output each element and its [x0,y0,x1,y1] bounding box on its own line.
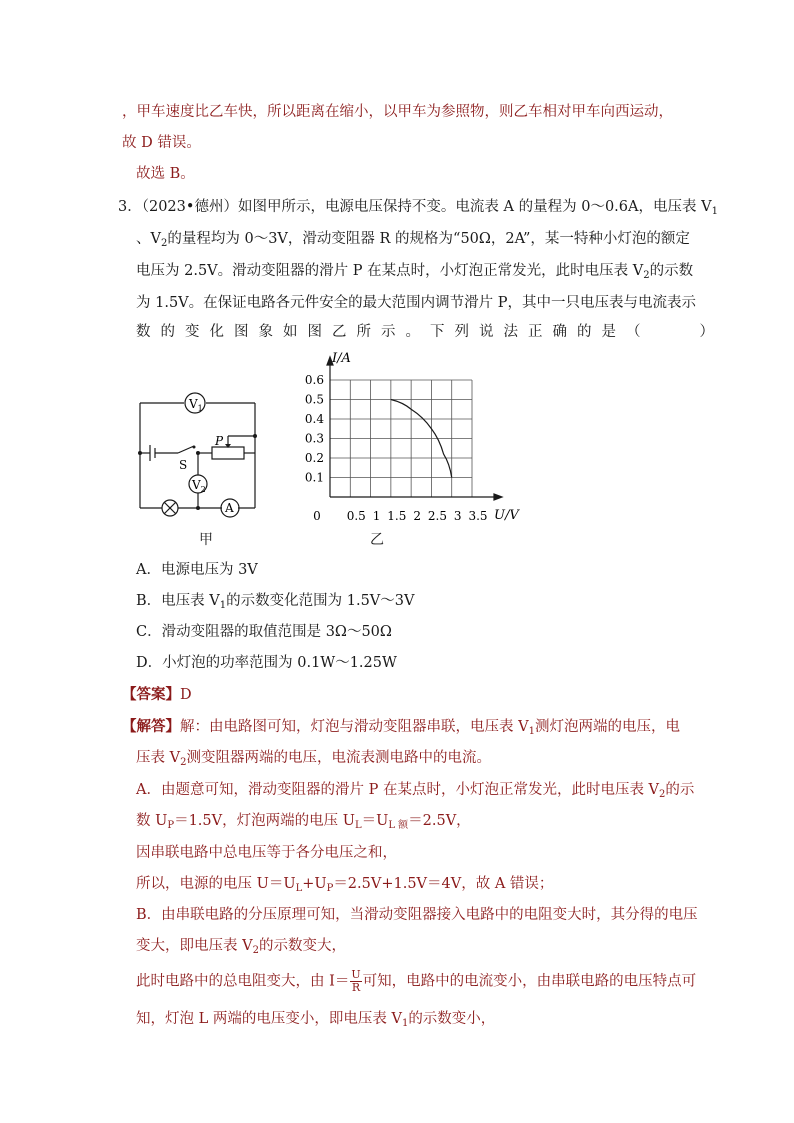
analysis-b-line-1: B．由串联电路的分压原理可知，当滑动变阻器接入电路中的电阻变大时，其分得的电压 [136,907,698,923]
analysis-a-line-1: A．由题意可知，滑动变阻器的滑片 P 在某点时，小灯泡正常发光，此时电压表 $V_2$的示 [136,782,695,800]
x-tick-label: 2.5 [427,509,447,523]
x-tick-label: 1.5 [387,509,407,523]
x-axis-arrow [494,494,502,500]
x-tick-label: 3 [453,509,462,523]
y-tick-label: 0.5 [304,392,324,407]
option-d: D．小灯泡的功率范围为 0.1W～1.25W [136,655,397,671]
prev-line-2: 故 D 错误。 [122,135,201,151]
y-tick-label: 0.2 [304,451,324,465]
y-tick-label: 0.3 [304,431,324,446]
v2-label: $V_2$ [192,478,206,494]
graph-caption: 乙 [370,532,384,548]
answer-value: D [180,687,192,703]
slider-label: P [215,434,224,448]
question-line-2: 、$V_2$的量程均为 0～3V，滑动变阻器 R 的规格为“50Ω，2A”，某一特种小灯泡的额定 [136,231,690,249]
analysis-line-1: 【解答】解：由电路图可知，灯泡与滑动变阻器串联，电压表 $V_1$测灯泡两端的电压，电 [122,718,680,737]
y-tick-label: 0.1 [304,470,324,485]
analysis-a-line-3: 因串联电路中总电压等于各分电压之和， [136,845,397,861]
answer-line [122,685,192,705]
x-tick-label: 0 [313,509,321,523]
analysis-b-line-3: 此时电路中的总电阻变大，由 I＝ $\frac{U}{R}$ 可知，电路中的电流变小，由串联电路的电压特点可 [136,968,697,994]
x-tick-label: 2 [413,509,421,523]
circuit-diagram [128,385,268,525]
switch-label: S [179,458,188,472]
option-a: A．电源电压为 3V [136,562,258,578]
x-tick-label: 0.5 [346,509,366,523]
y-tick-label: 0.4 [304,412,324,426]
question-line-5: 数的变化图象如图乙所示。下列说法正确的是（ ） [136,324,724,340]
analysis-b-line-2: 变大，即电压表 $V_2$的示数变大， [136,938,346,956]
circuit-caption: 甲 [199,532,213,548]
question-line-3: 电压为 2.5V。滑动变阻器的滑片 P 在某点时，小灯泡正常发光，此时电压表 $V_2$的示数 [136,263,694,281]
analysis-b-line-4: 知，灯泡 L 两端的电压变小，即电压表 $V_1$的示数变小， [136,1011,496,1029]
analysis-a-line-4: 所以，电源的电压 $U=U_L+U_P=2.5V+1.5V=4V$，故 A 错误； [136,876,554,894]
option-c: C．滑动变阻器的取值范围是 3Ω～50Ω [136,624,392,640]
analysis-label: 【解答】 [122,718,180,735]
question-number: 3． [118,199,142,215]
option-b: B．电压表 $V_1$的示数变化范围为 1.5V～3V [136,593,415,611]
iu-graph [300,345,525,530]
analysis-a-line-2: 数 $U_P=1.5V$，灯泡两端的电压 $U_L=U_{L 额}=2.5V$， [136,813,471,831]
question-line-4: 为 1.5V。在保证电路各元件安全的最大范围内调节滑片 P，其中一只电压表与电流表示 [136,295,697,311]
answer-label: 【答案】 [122,686,180,703]
x-tick-label: 1 [372,509,381,523]
prev-line-3: 故选 B。 [136,166,195,182]
y-axis-label: I/A [332,351,351,366]
v1-label: $V_1$ [189,397,203,413]
ammeter-label: A [225,501,234,515]
prev-line-1: ，甲车速度比乙车快，所以距离在缩小，以甲车为参照物，则乙车相对甲车向西运动， [122,104,673,120]
y-tick-label: 0.6 [304,373,324,387]
x-axis-label: U/V [494,508,519,523]
x-tick-label: 3.5 [468,509,488,523]
ohm-law-fraction: $\frac{U}{R}$ [351,968,361,994]
analysis-line-2: 压表 $V_2$测变阻器两端的电压，电流表测电路中的电流。 [136,750,491,768]
question-line-1: 3．（2023•德州）如图甲所示，电源电压保持不变。电流表 A 的量程为 0～0.6A，电压表 $V_1$ [118,199,718,217]
